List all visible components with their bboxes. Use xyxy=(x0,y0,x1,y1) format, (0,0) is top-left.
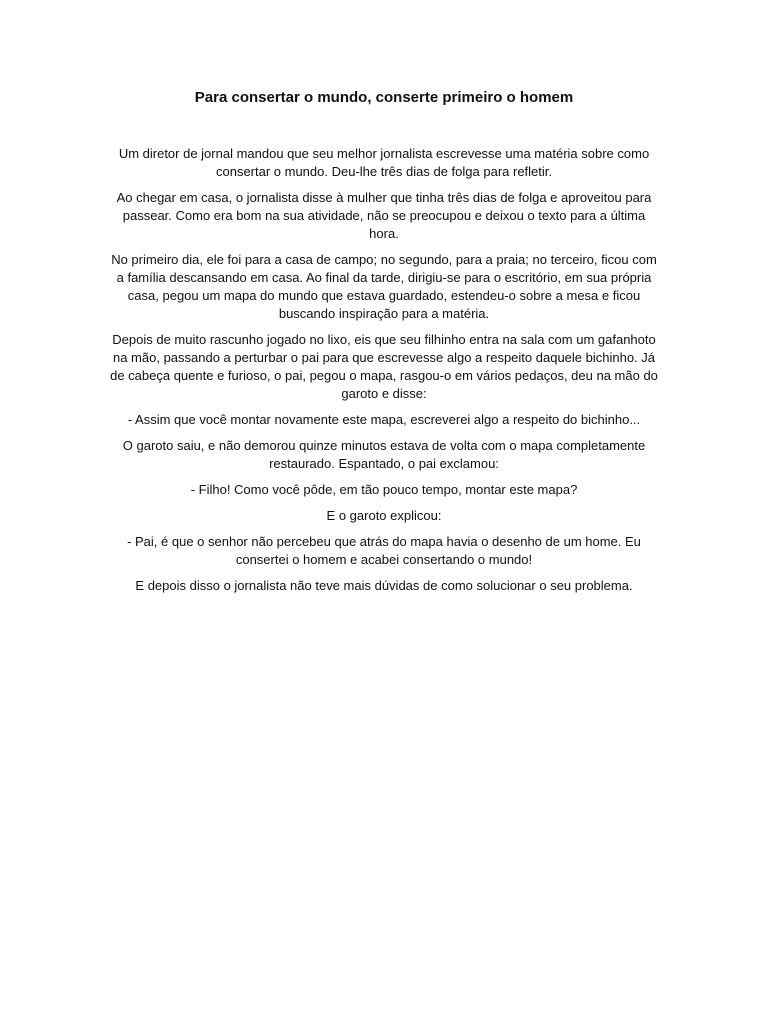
dialogue-line: - Pai, é que o senhor não percebeu que atrás do mapa havia o desenho de um home. Eu consertei o homem e acabei consertando o mundo! xyxy=(127,534,641,567)
document-body xyxy=(110,145,658,603)
dialogue-line: - Assim que você montar novamente este mapa, escreverei algo a respeito do bichinho... xyxy=(127,412,641,427)
dialogue-line: - Filho! Como você pôde, em tão pouco tempo, montar este mapa? xyxy=(190,482,578,497)
page-title: Para consertar o mundo, conserte primeiro o homem xyxy=(194,89,574,106)
paragraph: Depois de muito rascunho jogado no lixo, eis que seu filhinho entra na sala com um gafanhoto na mão, passando a perturbar o pai para que escrevesse algo a respeito daquele bichinho. Já de cabeça quente e furioso, o pai, pegou o mapa, rasgou-o em vários pedaços, deu na mão do garoto e disse: xyxy=(110,332,658,401)
paragraph: E o garoto explicou: xyxy=(326,508,442,523)
paragraph: Ao chegar em casa, o jornalista disse à mulher que tinha três dias de folga e aproveitou para passear. Como era bom na sua atividade, não se preocupou e deixou o texto para a última hora. xyxy=(116,190,652,241)
paragraph: Um diretor de jornal mandou que seu melhor jornalista escrevesse uma matéria sobre como consertar o mundo. Deu-lhe três dias de folga para refletir. xyxy=(118,146,650,179)
paragraph: O garoto saiu, e não demorou quinze minutos estava de volta com o mapa completamente restaurado. Espantado, o pai exclamou: xyxy=(122,438,646,471)
paragraph: E depois disso o jornalista não teve mais dúvidas de como solucionar o seu problema. xyxy=(135,578,633,593)
paragraph: No primeiro dia, ele foi para a casa de campo; no segundo, para a praia; no terceiro, ficou com a família descansando em casa. Ao final da tarde, dirigiu-se para o escritório, em sua própria casa, pegou um mapa do mundo que estava guardado, estendeu-o sobre a mesa e ficou buscando inspiração para a matéria. xyxy=(111,252,657,321)
